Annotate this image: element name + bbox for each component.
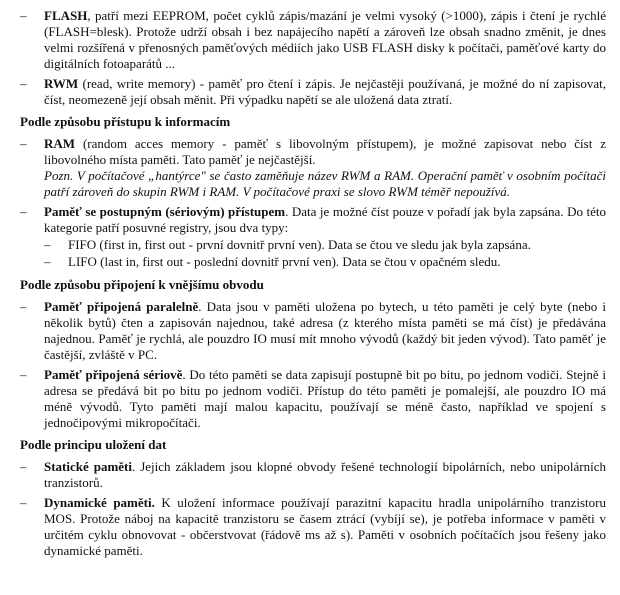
bullet-dash: – [20,204,27,219]
sublist-text-fifo: FIFO (first in, first out - první dovnitř první ven). Data se čtou ve sledu jak byla zapsána. [68,237,531,252]
list-item-text [44,367,606,431]
term-flash: FLASH [44,8,88,23]
list-item-static [20,459,606,491]
description-ram: (random acces memory - paměť s libovolným přístupem), je možné zapisovat nebo číst z libovolného místa paměti. Tato paměť je nejčastější. [44,136,606,167]
list-item-text [44,459,606,491]
description-static: . Jejich základem jsou klopné obvody řešené technologií bipolárních, nebo unipolárních tranzistorů. [44,459,607,490]
term-serial: Paměť připojená sériově [44,367,183,382]
list-item-ram [20,136,606,200]
bullet-dash: – [20,495,27,510]
bullet-dash: – [20,136,27,151]
list-item-text [44,204,606,271]
term-parallel: Paměť připojená paralelně [44,299,199,314]
description-parallel: . Data jsou v paměti uložena po bytech, u této paměti je celý byte (nebo i několik bytů) čten a zapisován najednou, také adresa (z kterého místa paměti se má číst) je předávána najednou. Paměť je rychlá, ale pouzdro IO musí mít mnoho vývodů (každý bit jeden vývod). Tato paměť je častější, zvláště v PC. [44,299,607,362]
list-item-serial [20,367,606,431]
bullet-dash: – [20,299,27,314]
description-dynamic: K uložení informace používají parazitní kapacitu hradla unipolárního tranzistoru MOS. Protože náboj na kapacitě tranzistoru se časem ztrácí (vybíjí se), je potřeba informace v paměti v určitém cyklu obnovovat - občerstvovat (řádově ms až s). Paměti v osobních počítačích jsou řešeny jako dynamické paměti. [44,495,606,558]
list-item-text [44,76,606,108]
term-static: Statické paměti [44,459,132,474]
bullet-dash: – [20,367,27,382]
term-dynamic: Dynamické paměti. [44,495,155,510]
description-rwm: (read, write memory) - paměť pro čtení i zápis. Je nejčastěji používaná, je možné do ní zapisovat, číst, neomezeně její obsah měnit. Při výpadku napětí se ale uložená data ztratí. [44,76,606,107]
bullet-dash: – [44,237,51,252]
bullet-dash: – [44,254,51,269]
description-serial-access: . Data je možné číst pouze v pořadí jak byla zapsána. Do této kategorie patří posuvné registry, jsou dva typy: [44,204,606,235]
sublist-item-lifo [44,254,606,270]
note-ram: Pozn. V počítačové „hantýrce" se často zaměňuje název RWM a RAM. Operační paměť v osobním počítači patří zároveň do skupin RWM i RAM. V počítačové praxi se slovo RWM téměř nepoužívá. [44,168,606,199]
list-item-serial-access [20,204,606,271]
description-flash: , patří mezi EEPROM, počet cyklů zápis/mazání je velmi vysoký (>1000), zápis i čtení je rychlé (FLASH=blesk). Protože udrží obsah i bez napájecího napětí a zároveň lze obsah snadno změnit, je dnes velmi rozšířená v přenosných paměťových médiích jako USB FLASH disky k počítači, paměťové karty do digitálních fotoaparátů ... [44,8,606,71]
list-item-text [44,136,606,200]
sublist-item-fifo [44,237,606,253]
bullet-dash: – [20,76,27,91]
list-item-dynamic [20,495,606,559]
bullet-dash: – [20,459,27,474]
term-ram: RAM [44,136,76,151]
section-heading-connection: Podle způsobu připojení k vnějšímu obvodu [20,277,264,292]
list-item-text [44,8,606,72]
description-serial: . Do této paměti se data zapisují postupně bit po bitu, po jednom vodiči. Stejně i adresa se předává bit po bitu po jednom vodiči. Přístup do této paměti je pomalejší, ale pouzdro IO má méně vývodů. Tyto paměti mají malou kapacitu, používají se méně často, například ve spojení s jednočipovými mikropočítači. [44,367,607,430]
list-item-parallel [20,299,606,363]
section-heading-storage: Podle principu uložení dat [20,437,167,452]
term-rwm: RWM [44,76,79,91]
list-item-text [44,495,606,559]
list-item-flash [20,8,606,72]
sublist-text-lifo: LIFO (last in, first out - poslední dovnitř první ven). Data se čtou v opačném sledu. [68,254,501,269]
bullet-dash: – [20,8,27,23]
list-item-text [44,299,606,363]
list-item-rwm [20,76,606,108]
term-serial-access: Paměť se postupným (sériovým) přístupem [44,204,286,219]
section-heading-access: Podle způsobu přístupu k informacím [20,114,231,129]
